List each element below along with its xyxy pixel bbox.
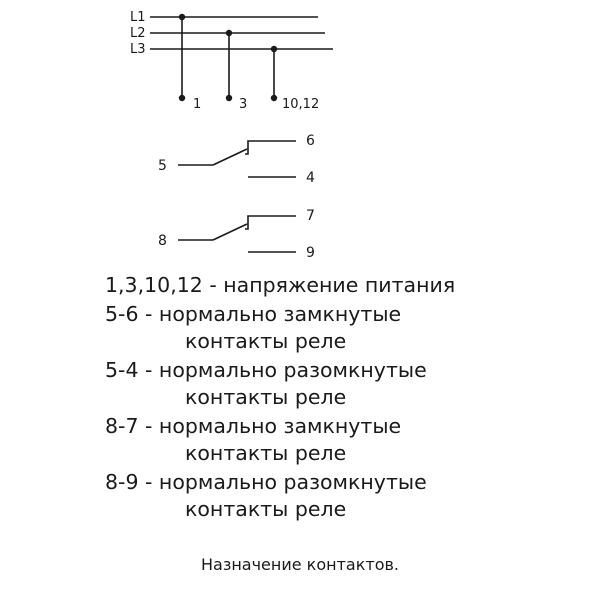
terminal-label-1: 1 <box>193 97 202 112</box>
junction-l3 <box>271 46 277 52</box>
figure-caption: Назначение контактов. <box>200 555 400 574</box>
terminal-label-5: 5 <box>158 158 167 174</box>
terminal-label-3: 3 <box>239 97 248 112</box>
legend-5-4-title: 5-4 - нормально разомкнутые <box>105 358 427 382</box>
relay-contact-group-1 <box>178 141 296 177</box>
legend-8-9-detail: контакты реле <box>185 497 347 521</box>
nc-contact-7 <box>245 216 296 229</box>
legend-8-9-title: 8-9 - нормально разомкнутые <box>105 470 427 494</box>
legend-5-4-detail: контакты реле <box>185 385 347 409</box>
wiring-schematic <box>0 0 600 270</box>
switch-arm-5 <box>213 149 247 165</box>
terminal-dot-10-12 <box>271 95 277 101</box>
terminal-label-9: 9 <box>306 245 315 261</box>
label-l2: L2 <box>130 26 146 41</box>
label-l3: L3 <box>130 42 146 57</box>
legend-8-7-detail: контакты реле <box>185 441 347 465</box>
legend-supply-voltage: 1,3,10,12 - напряжение питания <box>105 273 456 297</box>
terminal-label-4: 4 <box>306 170 315 186</box>
terminal-dot-1 <box>179 95 185 101</box>
supply-bus <box>150 17 333 49</box>
relay-contact-group-2 <box>178 216 296 252</box>
nc-contact-6 <box>245 141 296 154</box>
junction-l1 <box>179 14 185 20</box>
terminal-dot-3 <box>226 95 232 101</box>
terminal-label-7: 7 <box>306 208 315 224</box>
legend-5-6-detail: контакты реле <box>185 329 347 353</box>
junction-dots <box>179 14 277 101</box>
terminal-label-6: 6 <box>306 133 315 149</box>
terminal-label-10-12: 10,12 <box>282 97 320 112</box>
terminal-drops <box>182 17 274 98</box>
junction-l2 <box>226 30 232 36</box>
terminal-label-8: 8 <box>158 233 167 249</box>
legend-8-7-title: 8-7 - нормально замкнутые <box>105 414 402 438</box>
switch-arm-8 <box>213 224 247 240</box>
label-l1: L1 <box>130 10 146 25</box>
legend-5-6-title: 5-6 - нормально замкнутые <box>105 302 402 326</box>
